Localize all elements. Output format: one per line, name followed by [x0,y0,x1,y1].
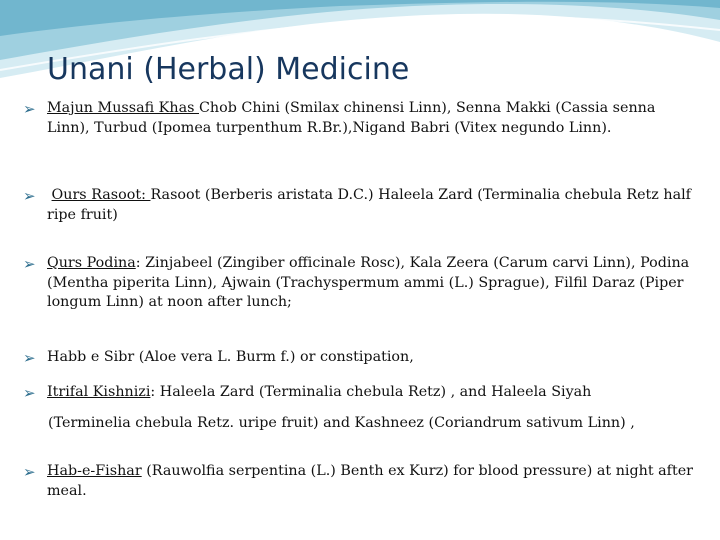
bullet-body: (Rauwolfia serpentina (L.) Benth ex Kurz) for blood pressure) at night after meal. [47,463,693,499]
bullet-item [23,99,697,138]
bullet-body: Rasoot (Berberis aristata D.C.) Haleela Zard (Terminalia chebula Retz half ripe fruit) [47,187,691,223]
slide-title: Unani (Herbal) Medicine [47,52,410,87]
bullet-text [47,99,697,138]
bullet-text [47,383,697,403]
arrow-bullet-icon: ➢ [23,255,36,273]
bullet-text [47,186,697,225]
bullet-item [23,462,697,501]
bullet-continuation-text: (Terminelia chebula Retz. uripe fruit) and Kashneez (Coriandrum sativum Linn) , [48,415,635,431]
bullet-body: : Haleela Zard (Terminalia chebula Retz) , and Haleela Siyah [150,384,592,400]
bullet-lead: Itrifal Kishnizi [47,384,151,400]
bullet-item [23,254,697,313]
bullet-body: : Zinjabeel (Zingiber officinale Rosc), Kala Zeera (Carum carvi Linn), Podina (Mentha piperita Linn), Ajwain (Trachyspermum ammi (L.) Sprague), Filfil Daraz (Piper longum Linn) at noon after lunch; [47,255,690,310]
bullet-body: Chob Chini (Smilax chinensi Linn), Senna Makki (Cassia senna Linn), Turbud (Ipomea turpenthum R.Br.),Nigand Babri (Vitex negundo Linn). [47,100,656,136]
bullet-item [23,383,697,403]
bullet-text [47,348,697,368]
arrow-bullet-icon: ➢ [23,463,36,481]
bullet-item [23,186,697,225]
bullet-lead: Qurs Podina [47,255,136,271]
bullet-lead: Majun Mussafi Khas [47,100,199,116]
arrow-bullet-icon: ➢ [23,187,36,205]
bullet-item [23,348,697,368]
bullet-lead: Habb e Sibr [47,349,135,365]
bullet-lead: Hab-e-Fishar [47,463,142,479]
bullet-lead: Ours Rasoot: [51,187,151,203]
arrow-bullet-icon: ➢ [23,100,36,118]
bullet-text [47,462,697,501]
arrow-bullet-icon: ➢ [23,349,36,367]
bullet-text [47,254,697,313]
arrow-bullet-icon: ➢ [23,384,36,402]
bullet-body: (Aloe vera L. Burm f.) or constipation, [134,349,414,365]
